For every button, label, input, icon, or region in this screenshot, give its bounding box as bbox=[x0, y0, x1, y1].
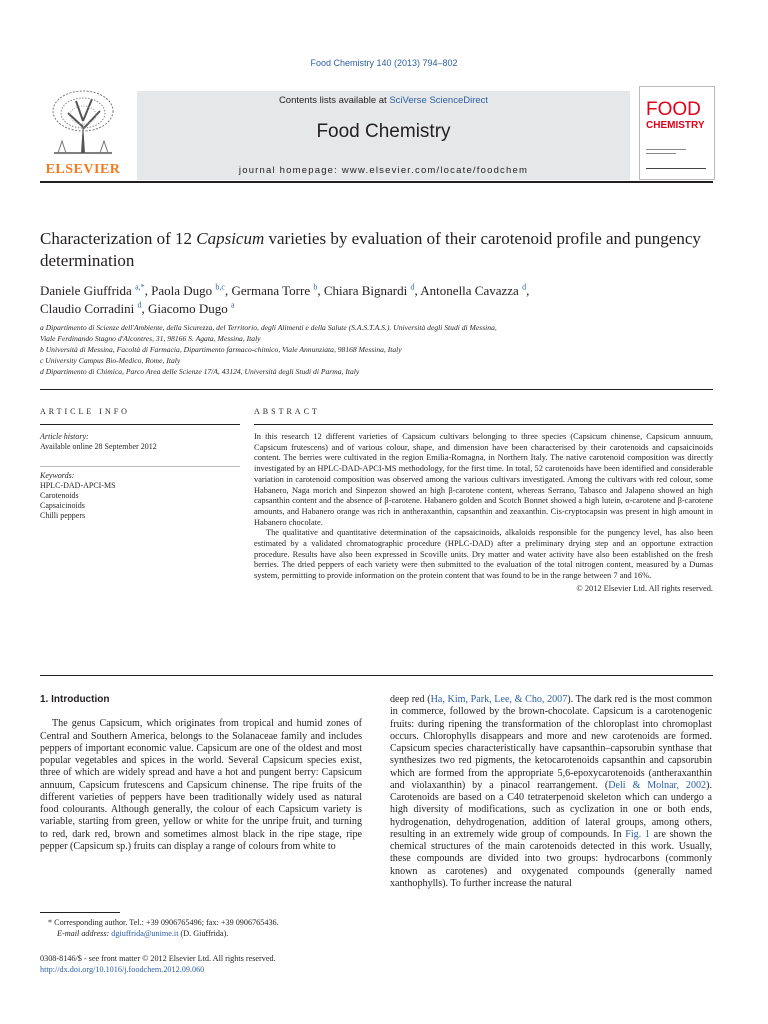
author-name: Antonella Cavazza bbox=[420, 283, 519, 298]
author-affiliation-mark[interactable]: d bbox=[137, 300, 142, 310]
abstract bbox=[254, 432, 713, 595]
email-link[interactable]: dgiuffrida@unime.it bbox=[111, 929, 179, 938]
info-rule bbox=[40, 424, 240, 425]
citation-link[interactable]: Ha, Kim, Park, Lee, & Cho, 2007 bbox=[430, 694, 568, 705]
article-info-heading: ARTICLE INFO bbox=[40, 407, 130, 416]
doi-link[interactable]: http://dx.doi.org/10.1016/j.foodchem.2012.09.060 bbox=[40, 965, 205, 974]
author-affiliation-mark[interactable]: d bbox=[410, 282, 415, 292]
contents-prefix: Contents lists available at bbox=[278, 95, 390, 106]
keywords-label: Keywords: bbox=[40, 471, 75, 480]
body-column-right bbox=[390, 694, 712, 890]
article-info bbox=[40, 432, 240, 521]
author-name: Chiara Bignardi bbox=[323, 283, 408, 298]
author-list: Daniele Giuffrida $^{a,*}$, Paola Dugo $^{b,c}$, Germana Torre $^b$, Chiara Bignardi $^d$, Antonella Cavazza $^d$, Claudio Corradini $^d$, Giacomo Dugo $^a$ bbox=[40, 282, 530, 316]
contents-line bbox=[137, 95, 630, 106]
journal-header bbox=[137, 91, 630, 180]
email-suffix: (D. Giuffrida). bbox=[178, 929, 229, 938]
citation-link[interactable]: Deli & Molnar, 2002 bbox=[608, 779, 707, 791]
elsevier-logo bbox=[40, 83, 126, 179]
elsevier-wordmark: ELSEVIER bbox=[45, 162, 121, 177]
journal-cover bbox=[639, 86, 715, 180]
journal-homepage[interactable]: journal homepage: www.elsevier.com/locate/foodchem bbox=[238, 165, 529, 176]
email-label: E-mail address: bbox=[57, 929, 112, 938]
body-paragraph: deep red (Ha, Kim, Park, Lee, & Cho, 2007). The dark red is the most common in commerce, followed by the brown-chocolate. Capsicum is a carotenogenic fruits: during ripening the transformation of the chloroplast into chromoplast occurs. Chlorophylls disappears and more and new carotenoids are formed. Capsicum species characteristically have capsanthin–capsorubin synthase that synthesizes two red pigments, the ketocarotenoids capsanthin and capsorubin which are formed from the appropriate 5,6-epoxycarotenoids (antheraxanthin and violaxanthin) by a pinacol rearrangement. (Deli & Molnar, 2002). Carotenoids are based on a C40 tetraterpenoid skeleton which can undergo a high diversity of modifications, such as cyclization in one or both ends, hydrogenation, dehydrogenation, addition of lateral groups, among others, resulting in an extremely wide group of compounds. In Fig. 1 are shown the chemical structures of the main carotenoids detected in this work. Usually, these compounds are divided into two groups: hydrocarbons (commonly known as carotenes) and oxygenated compounds (generally named xanthophylls). To further increase the natural bbox=[390, 694, 712, 889]
header-rule bbox=[40, 181, 713, 183]
author-name: Paola Dugo bbox=[151, 283, 213, 298]
body-column-left bbox=[40, 694, 362, 853]
abstract-copyright: © 2012 Elsevier Ltd. All rights reserved. bbox=[576, 583, 713, 593]
author-name: Germana Torre bbox=[231, 283, 311, 298]
cover-title-food: FOOD bbox=[646, 99, 701, 120]
affiliation-a: a Dipartimento di Scienze dell'Ambiente, della Sicurezza, del Territorio, degli Alimenti e della Salute (S.A.S.T.A.S.). Università degli Studi di Messina, bbox=[40, 323, 497, 332]
journal-name: Food Chemistry bbox=[316, 121, 451, 142]
corresponding-author: * Corresponding author. Tel.: +39 0906765496; fax: +39 0906765436. bbox=[48, 918, 279, 927]
abstract-rule bbox=[254, 424, 713, 425]
abstract-end-rule bbox=[40, 675, 713, 676]
journal-reference[interactable]: Food Chemistry 140 (2013) 794–802 bbox=[310, 58, 458, 68]
footnote-rule bbox=[40, 912, 120, 913]
author-affiliation-mark[interactable]: a,* bbox=[135, 282, 145, 292]
keyword: Carotenoids bbox=[40, 491, 79, 500]
author-name: Daniele Giuffrida bbox=[40, 283, 132, 298]
cover-title-chemistry: CHEMISTRY bbox=[646, 120, 705, 131]
affiliation-b: b Università di Messina, Facoltà di Farmacia, Dipartimento farmaco-chimico, Viale Annunziata, 98168 Messina, Italy bbox=[40, 345, 402, 354]
article-title: Characterization of 12 Capsicum varieties by evaluation of their carotenoid profile and pungency determination bbox=[40, 229, 701, 270]
footnote bbox=[40, 917, 370, 939]
keyword: HPLC-DAD-APCI-MS bbox=[40, 481, 116, 490]
affiliation-a-address: Viale Ferdinando Stagno d'Alcontres, 31, 98166 S. Agata, Messina, Italy bbox=[40, 334, 261, 343]
sciencedirect-link[interactable]: SciVerse ScienceDirect bbox=[389, 95, 489, 106]
section-heading: 1. Introduction bbox=[40, 694, 110, 705]
elsevier-tree-icon bbox=[48, 87, 118, 155]
author-affiliation-mark[interactable]: b bbox=[313, 282, 318, 292]
author-affiliation-mark[interactable]: b,c bbox=[215, 282, 225, 292]
keyword: Capsaicinoids bbox=[40, 501, 85, 510]
abstract-paragraph-1: In this research 12 different varieties of Capsicum cultivars belonging to three species (Capsicum chinense, Capsicum annuum, Capsicum frutescens) and of various colour, shape, and dimension have been characterised by their carotenoids and capsaicinoids content. The berries were cultivated in the region Emilia-Romagna, in Northern Italy. The native carotenoid composition was directly investigated by an HPLC-DAD-APCI-MS methodology, for the first time. In total, 52 carotenoids have been identified and considerable variation in carotenoid composition was observed among the various cultivars investigated. Among the cultivars with red colour, some Habanero, Naga morich and Sinpezon showed an high β-carotene content, whereas Serrano, Tabasco and Jalapeno showed an high capsanthin content and the absence of β-carotene. Habanero golden and Scotch Bonnet showed a high lutein, α-carotene and β-carotene amounts, and Habanero orange was rich in antheraxanthin, capsanthin and zeaxanthin. Cis-cryptocapsin was present in high amount in Habanero chocolate. bbox=[254, 432, 713, 527]
author-affiliation-mark[interactable]: d bbox=[522, 282, 527, 292]
front-matter bbox=[40, 953, 370, 975]
abstract-heading: ABSTRACT bbox=[254, 407, 320, 416]
abstract-paragraph-2: The qualitative and quantitative determination of the capsaicinoids, alkaloids responsible for the pungency level, has also been estimated by a validated chromatographic procedure (HPLC-DAD) after a preliminary drying step and an opportune extraction procedure. Results have also been expressed in Scoville units. Dry matter and water activity have also been established on the fresh berries. The dried peppers of each variety were then submitted to the evaluation of the total nitrogen content, measured by a Dumas system, permitting to provide information on the protein content that was found to be in the range between 7 and 16%. bbox=[254, 528, 713, 581]
affiliation-d: d Dipartimento di Chimica, Parco Area delle Scienze 17/A, 43124, Università degli Studi di Parma, Italy bbox=[40, 367, 360, 376]
author-affiliation-mark[interactable]: a bbox=[231, 300, 235, 310]
keyword: Chilli peppers bbox=[40, 511, 86, 520]
author-name: Claudio Corradini bbox=[40, 301, 135, 316]
author-name: Giacomo Dugo bbox=[148, 301, 228, 316]
body-paragraph: The genus Capsicum, which originates from tropical and humid zones of Central and Southern America, belongs to the Solanaceae family and includes peppers of important economic value. Capsicum are one of the oldest and most popular vegetables and spices in the world. Several Capsicum species exist, three of which are widely spread and have a hot and pungent berry: Capsicum annuum, Capsicum frutescens and Capsicum chinense. The ripe fruits of the different varieties of peppers have been traditionally widely used as natural food colourants. Although generally, the colour of each Capsicum variety is variable, starting from green, yellow or white for the unripe fruit, and turning to red, dark red, brown and sometimes almost black in the ripe stage, ripe pepper (Capsicum sp.) fruits can display a range of colours from white to bbox=[40, 718, 362, 852]
history-value: Available online 28 September 2012 bbox=[40, 442, 157, 451]
section-rule bbox=[40, 389, 713, 390]
issn-line: 0308-8146/$ - see front matter © 2012 Elsevier Ltd. All rights reserved. bbox=[40, 954, 276, 963]
figure-link[interactable]: Fig. 1 bbox=[625, 828, 650, 840]
affiliation-c: c University Campus Bio-Medico, Rome, Italy bbox=[40, 356, 181, 365]
affiliations bbox=[40, 322, 720, 377]
history-label: Article history: bbox=[40, 432, 89, 441]
